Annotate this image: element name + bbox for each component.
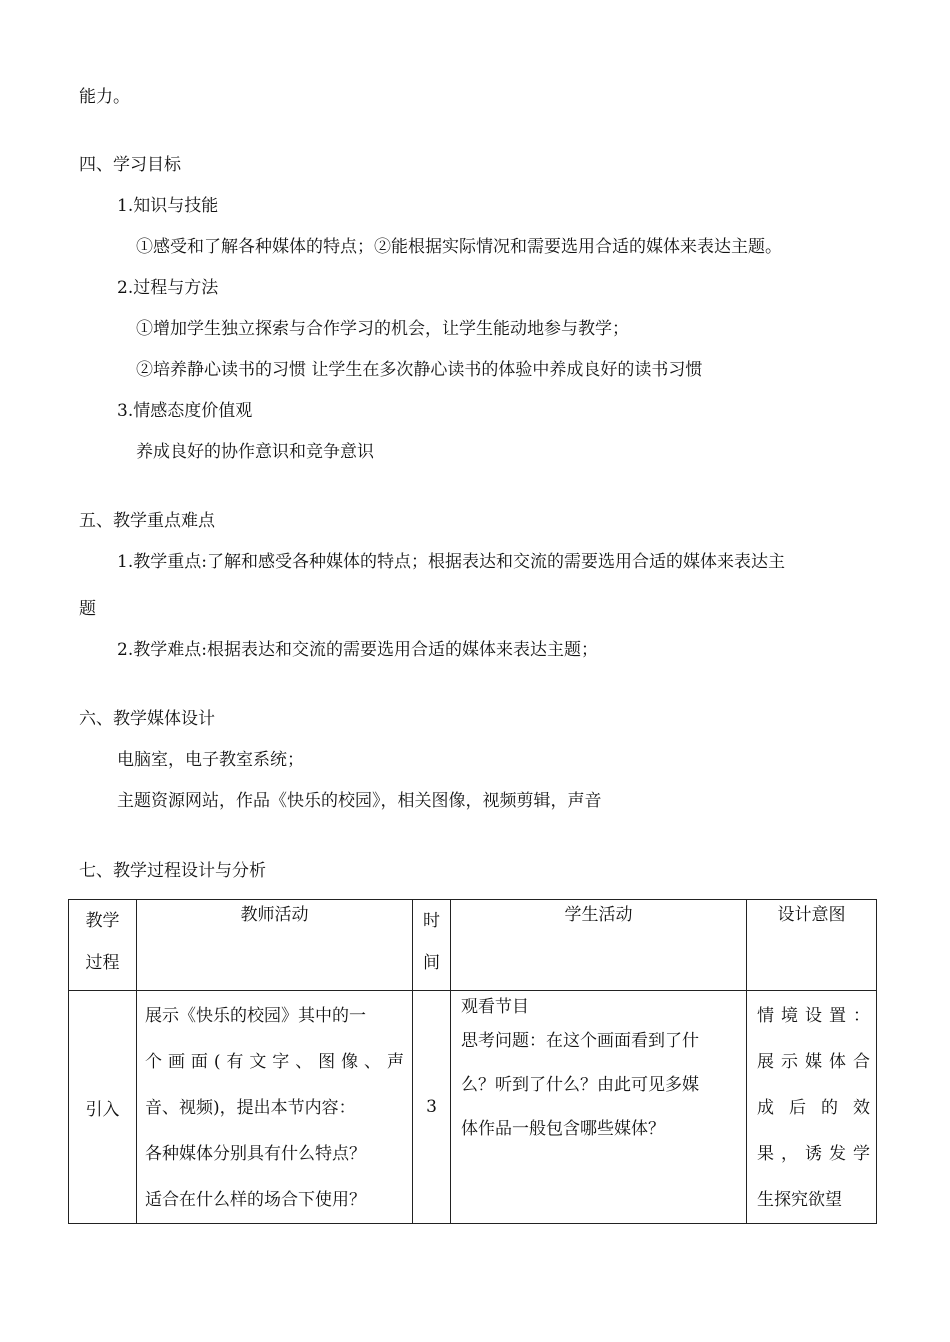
section-4-item2-text-b: ②培养静心读书的习惯 让学生在多次静心读书的体验中养成良好的读书习惯 bbox=[136, 360, 703, 380]
header-teacher: 教师活动 bbox=[137, 900, 413, 991]
header-process bbox=[69, 900, 137, 991]
student-line: 思考问题：在这个画面看到了什 bbox=[461, 1031, 699, 1051]
design-line: 成后的效 bbox=[757, 1098, 870, 1118]
header-time bbox=[413, 900, 451, 991]
section-4-item1-text: ①感受和了解各种媒体的特点；②能根据实际情况和需要选用合适的媒体来表达主题。 bbox=[136, 237, 782, 257]
section-4-item2-text-a: ①增加学生独立探索与合作学习的机会，让学生能动地参与教学； bbox=[136, 319, 629, 339]
header-time-line2: 间 bbox=[423, 953, 440, 973]
header-process-line1: 教学 bbox=[85, 911, 120, 931]
design-line: 生探究欲望 bbox=[757, 1190, 842, 1210]
intro-tail-text: 能力。 bbox=[79, 87, 130, 107]
design-line: 展示媒体合 bbox=[757, 1052, 870, 1072]
section-6-line1: 电脑室，电子教室系统； bbox=[117, 750, 304, 770]
section-7-heading: 七、教学过程设计与分析 bbox=[79, 861, 266, 881]
time-cell: 3 bbox=[413, 991, 451, 1224]
student-activity-cell bbox=[451, 991, 747, 1224]
header-student: 学生活动 bbox=[451, 900, 747, 991]
header-design: 设计意图 bbox=[747, 900, 877, 991]
section-5-point1-line2: 题 bbox=[79, 599, 96, 619]
header-process-line2: 过程 bbox=[85, 953, 120, 973]
table-header-row bbox=[69, 900, 877, 991]
student-line: 体作品一般包含哪些媒体？ bbox=[461, 1119, 665, 1139]
student-line: 观看节目 bbox=[461, 997, 529, 1017]
student-line: 么？听到了什么？由此可见多媒 bbox=[461, 1075, 699, 1095]
header-time-line1: 时 bbox=[423, 911, 440, 931]
design-line: 情境设置： bbox=[757, 1006, 870, 1026]
section-6-line2: 主题资源网站，作品《快乐的校园》，相关图像，视频剪辑，声音 bbox=[117, 791, 602, 811]
design-intent-cell bbox=[747, 991, 877, 1224]
teacher-line: 音、视频)，提出本节内容： bbox=[145, 1098, 356, 1118]
section-5-point1-line1: 1.教学重点:了解和感受各种媒体的特点；根据表达和交流的需要选用合适的媒体来表达主 bbox=[117, 552, 785, 572]
teacher-line: 个画面(有文字、图像、声 bbox=[145, 1052, 404, 1072]
teacher-activity-cell bbox=[137, 991, 413, 1224]
section-4-item3-text: 养成良好的协作意识和竞争意识 bbox=[136, 442, 374, 462]
section-6-heading: 六、教学媒体设计 bbox=[79, 709, 215, 729]
section-4-item1-title: 1.知识与技能 bbox=[117, 196, 219, 216]
teacher-line: 各种媒体分别具有什么特点？ bbox=[145, 1144, 366, 1164]
section-4-item2-title: 2.过程与方法 bbox=[117, 278, 219, 298]
process-cell: 引入 bbox=[69, 991, 137, 1224]
teacher-line: 展示《快乐的校园》其中的一 bbox=[145, 1006, 366, 1026]
section-4-heading: 四、学习目标 bbox=[79, 155, 181, 175]
section-5-point2: 2.教学难点:根据表达和交流的需要选用合适的媒体来表达主题； bbox=[117, 640, 598, 660]
teaching-process-table bbox=[68, 899, 877, 1224]
design-line: 果，诱发学 bbox=[757, 1144, 870, 1164]
table-row bbox=[69, 991, 877, 1224]
section-4-item3-title: 3.情感态度价值观 bbox=[117, 401, 253, 421]
section-5-heading: 五、教学重点难点 bbox=[79, 511, 215, 531]
teacher-line: 适合在什么样的场合下使用？ bbox=[145, 1190, 366, 1210]
